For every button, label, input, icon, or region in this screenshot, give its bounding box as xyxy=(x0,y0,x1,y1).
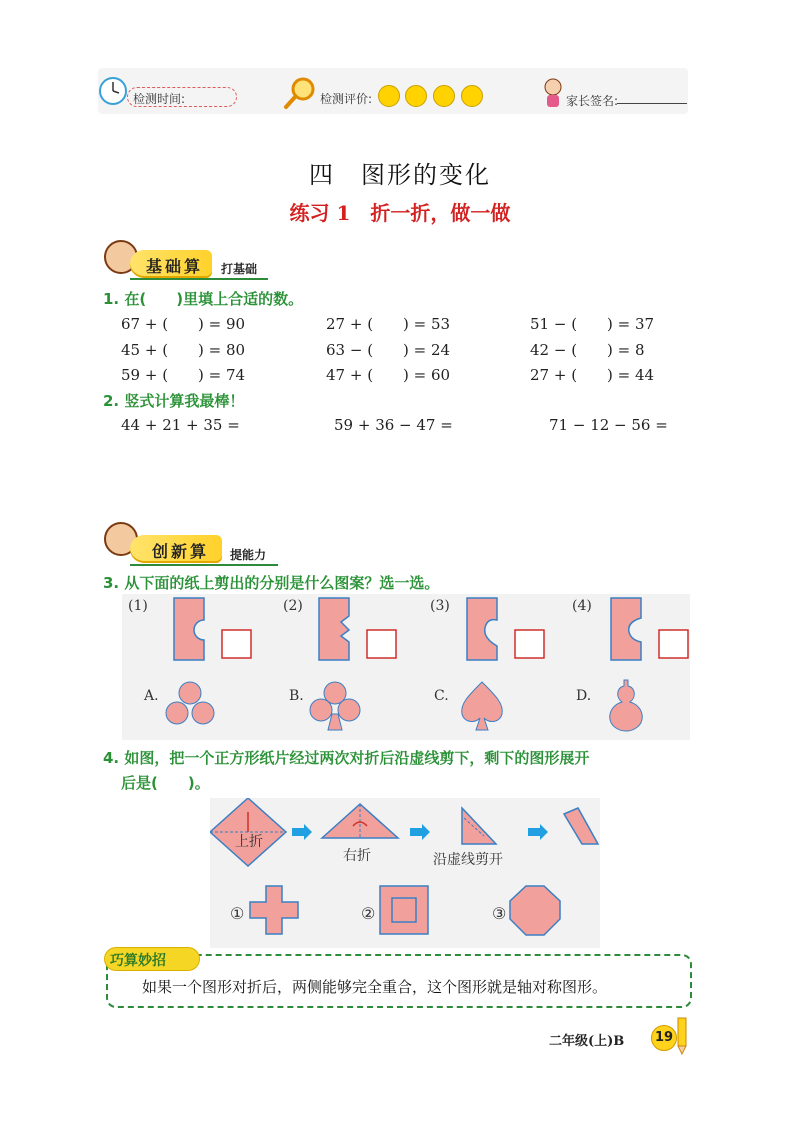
three-leaf-clover-shape[interactable] xyxy=(162,680,218,730)
q1-eq-r3c1: 59 + ( ) = 74 xyxy=(121,366,246,384)
q4-choice-2[interactable]: ② xyxy=(361,904,376,923)
q4-title-line1: 4. 如图，把一个正方形纸片经过两次对折后沿虚线剪下，剩下的图形展开 xyxy=(103,749,590,767)
basic-banner-underline xyxy=(130,278,268,280)
pencil-icon xyxy=(674,1016,690,1056)
q4-title-line2: 后是( )。 xyxy=(121,774,210,792)
q4-step1-label: 上折 xyxy=(235,834,263,850)
q4-step2-label: 右折 xyxy=(343,848,371,864)
clock-icon xyxy=(98,76,128,106)
q3-title: 3. 从下面的纸上剪出的分别是什么图案？选一选。 xyxy=(103,574,440,592)
club-shape[interactable] xyxy=(306,680,364,732)
basic-banner-subtitle: 打基础 xyxy=(221,262,258,276)
q3-label-1: (1) xyxy=(128,598,148,614)
q4-choice-1[interactable]: ① xyxy=(230,904,245,923)
q3-label-3: (3) xyxy=(430,598,450,614)
q3-option-c: C. xyxy=(434,688,449,704)
q1-eq-r3c3: 27 + ( ) = 44 xyxy=(530,366,655,384)
q2-item-1: 44 + 21 + 35 = xyxy=(121,416,240,434)
eval-label: 检测评价: xyxy=(320,92,373,106)
q1-eq-r2c1: 45 + ( ) = 80 xyxy=(121,341,246,359)
innovate-banner-underline xyxy=(130,564,278,566)
gourd-shape[interactable] xyxy=(602,678,650,732)
innovate-banner-subtitle: 提能力 xyxy=(230,548,267,562)
q3-answer-box-4 xyxy=(659,630,688,658)
sign-input[interactable] xyxy=(617,103,687,104)
q4-fold-diagram xyxy=(210,798,600,948)
q3-option-b: B. xyxy=(289,688,304,704)
q1-title: 1. 在( )里填上合适的数。 xyxy=(103,290,304,308)
sign-label: 家长签名: xyxy=(566,94,619,108)
q3-label-4: (4) xyxy=(572,598,592,614)
q2-item-3: 71 − 12 − 56 = xyxy=(549,416,668,434)
q1-eq-r2c2: 63 − ( ) = 24 xyxy=(326,341,451,359)
q1-eq-r1c3: 51 − ( ) = 37 xyxy=(530,315,655,333)
q3-answer-box-1 xyxy=(222,630,251,658)
spade-shape[interactable] xyxy=(458,680,506,732)
innovate-banner-title: 创新算 xyxy=(152,542,210,561)
basic-banner-title: 基础算 xyxy=(146,257,204,276)
q3-paper-1 xyxy=(170,596,260,662)
page-number: 19 xyxy=(651,1025,677,1051)
q3-paper-2 xyxy=(315,596,405,662)
q4-step3-label: 沿虚线剪开 xyxy=(433,852,503,868)
happy-face-icon[interactable] xyxy=(378,85,400,107)
neutral-face-icon[interactable] xyxy=(433,85,455,107)
q1-eq-r3c2: 47 + ( ) = 60 xyxy=(326,366,451,384)
q3-option-d: D. xyxy=(576,688,592,704)
magnifier-icon xyxy=(283,76,317,110)
q1-eq-r2c3: 42 − ( ) = 8 xyxy=(530,341,645,359)
q1-eq-r1c1: 67 + ( ) = 90 xyxy=(121,315,246,333)
q1-eq-r1c2: 27 + ( ) = 53 xyxy=(326,315,451,333)
time-label: 检测时间: xyxy=(133,92,186,106)
q3-answer-box-3 xyxy=(515,630,544,658)
grade-label: 二年级(上)B xyxy=(549,1034,625,1049)
tip-text: 如果一个图形对折后，两侧能够完全重合，这个图形就是轴对称图形。 xyxy=(142,978,608,996)
q3-paper-3 xyxy=(463,596,553,662)
tip-tag-text: 巧算妙招 xyxy=(110,953,166,969)
q4-choice-3[interactable]: ③ xyxy=(492,904,507,923)
sad-face-icon[interactable] xyxy=(461,85,483,107)
lesson-title: 练习 1 折一折，做一做 xyxy=(289,201,511,225)
q3-answer-box-2 xyxy=(367,630,396,658)
girl-icon xyxy=(540,76,566,110)
q2-item-2: 59 + 36 − 47 = xyxy=(334,416,453,434)
q3-paper-4 xyxy=(607,596,697,662)
q2-title: 2. 竖式计算我最棒！ xyxy=(103,392,245,410)
q3-label-2: (2) xyxy=(283,598,303,614)
chapter-title: 四 图形的变化 xyxy=(309,161,491,189)
q3-option-a: A. xyxy=(144,688,159,704)
grin-face-icon[interactable] xyxy=(405,85,427,107)
